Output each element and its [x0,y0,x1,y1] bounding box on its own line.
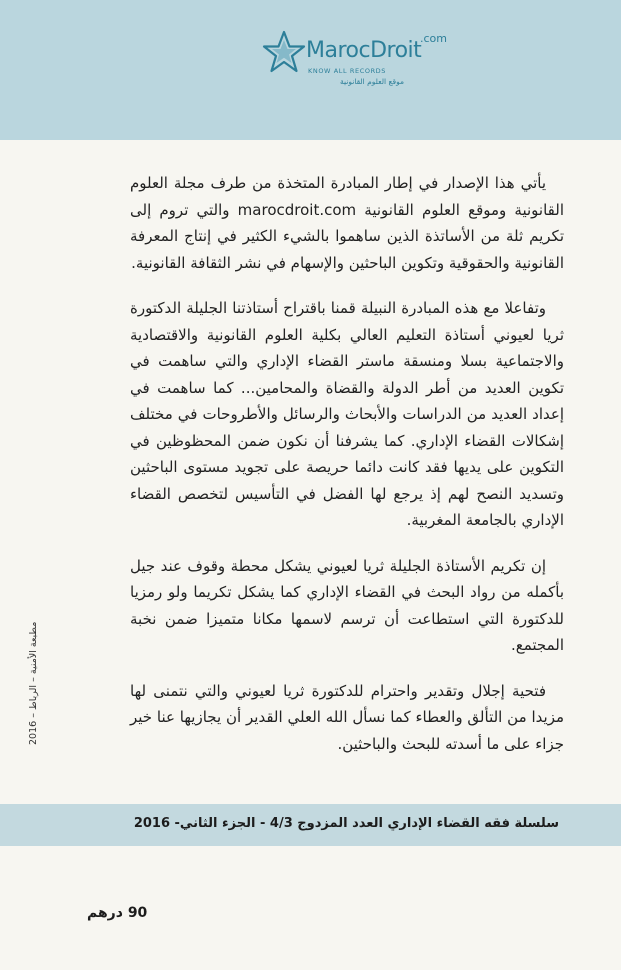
logo-subtitle-latin: KNOW ALL RECORDS [308,67,387,75]
printer-note: مطبعة الأمنية – الرباط – 2016 [28,621,39,745]
logo-dotcom: .com [420,32,447,45]
logo-subtitle-arabic: موقع العلوم القانونية [339,77,404,86]
paragraph: إن تكريم الأستاذة الجليلة ثريا لعيوني يشكل محطة وقوف عند جيل بأكمله من رواد البحث في القضاء الإداري كما يشكل تكريما ولو رمزيا للدكتورة التي استطاعت أن ترسم لاسمها مكانا متميزا ضمن نخبة المجتمع. [130,556,564,654]
back-cover-text [130,170,564,776]
paragraph: فتحية إجلال وتقدير واحترام للدكتورة ثريا لعيوني والتي نتمنى لها مزيدا من التألق والعطاء كما نسأل الله العلي القدير أن يجازيها عنا خير جزاء على ما أسدته للبحث والباحثين. [130,681,564,753]
series-band [0,804,621,846]
marocdroit-logo[interactable] [262,30,462,100]
header-band [0,0,621,140]
paragraph: وتفاعلا مع هذه المبادرة النبيلة قمنا باقتراح أستاذتنا الجليلة الدكتورة ثريا لعيوني أستاذة التعليم العالي بكلية العلوم القانونية والاقتصادية والاجتماعية بسلا ومنسقة ماستر القضاء الإداري والتي ساهمت في تكوين العديد من أطر الدولة والقضاة والمحامين... كما ساهمت في إعداد العديد من الدراسات والأبحاث والرسائل والأطروحات في مختلف إشكالات القضاء الإداري. كما يشرفنا أن نكون ضمن المحظوظين في التكوين على يديها فقد كانت دائما حريصة على تجويد مستوى الباحثين وتسديد النصح لهم إذ يرجع لها الفضل في التأسيس لتخصص القضاء الإداري بالجامعة المغربية. [130,299,564,529]
star-icon [262,30,306,74]
price-label: 90 درهم [87,905,148,921]
series-title: سلسلة فقه القضاء الإداري العدد المزدوج 4/3 - الجزء الثاني- 2016 [133,816,559,831]
logo-brand: MarocDroit [306,38,422,63]
paragraph: يأتي هذا الإصدار في إطار المبادرة المتخذة من طرف مجلة العلوم القانونية وموقع العلوم القانونية marocdroit.com والتي تروم إلى تكريم ثلة من الأساتذة الذين ساهموا بالشيء الكثير في إنتاج المعرفة القانونية والحقوقية وتكوين الباحثين والإسهام في نشر الثقافة القانونية. [130,174,564,272]
